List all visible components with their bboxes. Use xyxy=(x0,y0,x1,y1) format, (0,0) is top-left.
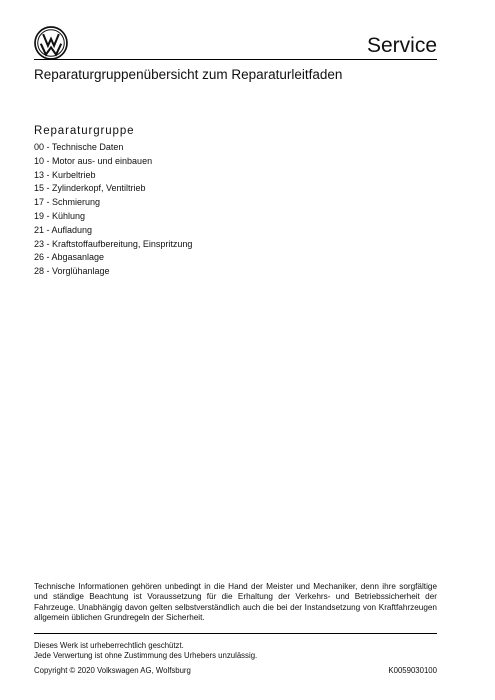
repair-group-item[interactable]: 28 - Vorglühanlage xyxy=(34,266,110,277)
repair-group-item[interactable]: 21 - Aufladung xyxy=(34,224,93,235)
repair-group-item[interactable]: 13 - Kurbeltrieb xyxy=(34,169,96,180)
repair-group-item[interactable]: 23 - Kraftstoffaufbereitung, Einspritzung xyxy=(34,238,193,249)
repair-group-section xyxy=(34,124,192,279)
repair-group-item[interactable]: 19 - Kühlung xyxy=(34,210,86,221)
repair-group-heading: Reparaturgruppe xyxy=(34,125,135,137)
repair-group-item[interactable]: 26 - Abgasanlage xyxy=(34,252,105,263)
page-title: Reparaturgruppenübersicht zum Reparaturleitfaden xyxy=(34,67,343,82)
copyright-notice xyxy=(34,641,257,661)
repair-group-item[interactable]: 17 - Schmierung xyxy=(34,197,101,208)
safety-notice: Technische Informationen gehören unbedingt in die Hand der Meister und Mechaniker, denn ihre sorgfältige und ständige Beachtung ist Voraussetzung für die Erhaltung der Verkehrs- und Betriebssicherheit der Fahrzeuge. Unabhängig davon gelten selbstverständlich auch die bei der Instandsetzung von Kraftfahrzeugen allgemein üblichen Grundregeln der Sicherheit. xyxy=(34,582,437,623)
repair-group-item[interactable]: 00 - Technische Daten xyxy=(34,142,124,152)
copyright-notice-line: Dieses Werk ist urheberrechtlich geschützt. xyxy=(34,641,184,650)
volkswagen-logo xyxy=(34,26,68,60)
copyright-notice-line: Jede Verwertung ist ohne Zustimmung des Urhebers unzulässig. xyxy=(34,651,258,660)
repair-group-list xyxy=(34,141,192,279)
document-number: K0059030100 xyxy=(388,666,437,675)
footer-divider xyxy=(34,633,437,634)
header-divider xyxy=(34,59,437,60)
repair-group-item[interactable]: 15 - Zylinderkopf, Ventiltrieb xyxy=(34,183,146,194)
repair-group-item[interactable]: 10 - Motor aus- und einbauen xyxy=(34,155,153,166)
service-label: Service xyxy=(366,34,437,57)
copyright-text: Copyright © 2020 Volkswagen AG, Wolfsburg xyxy=(34,666,191,675)
